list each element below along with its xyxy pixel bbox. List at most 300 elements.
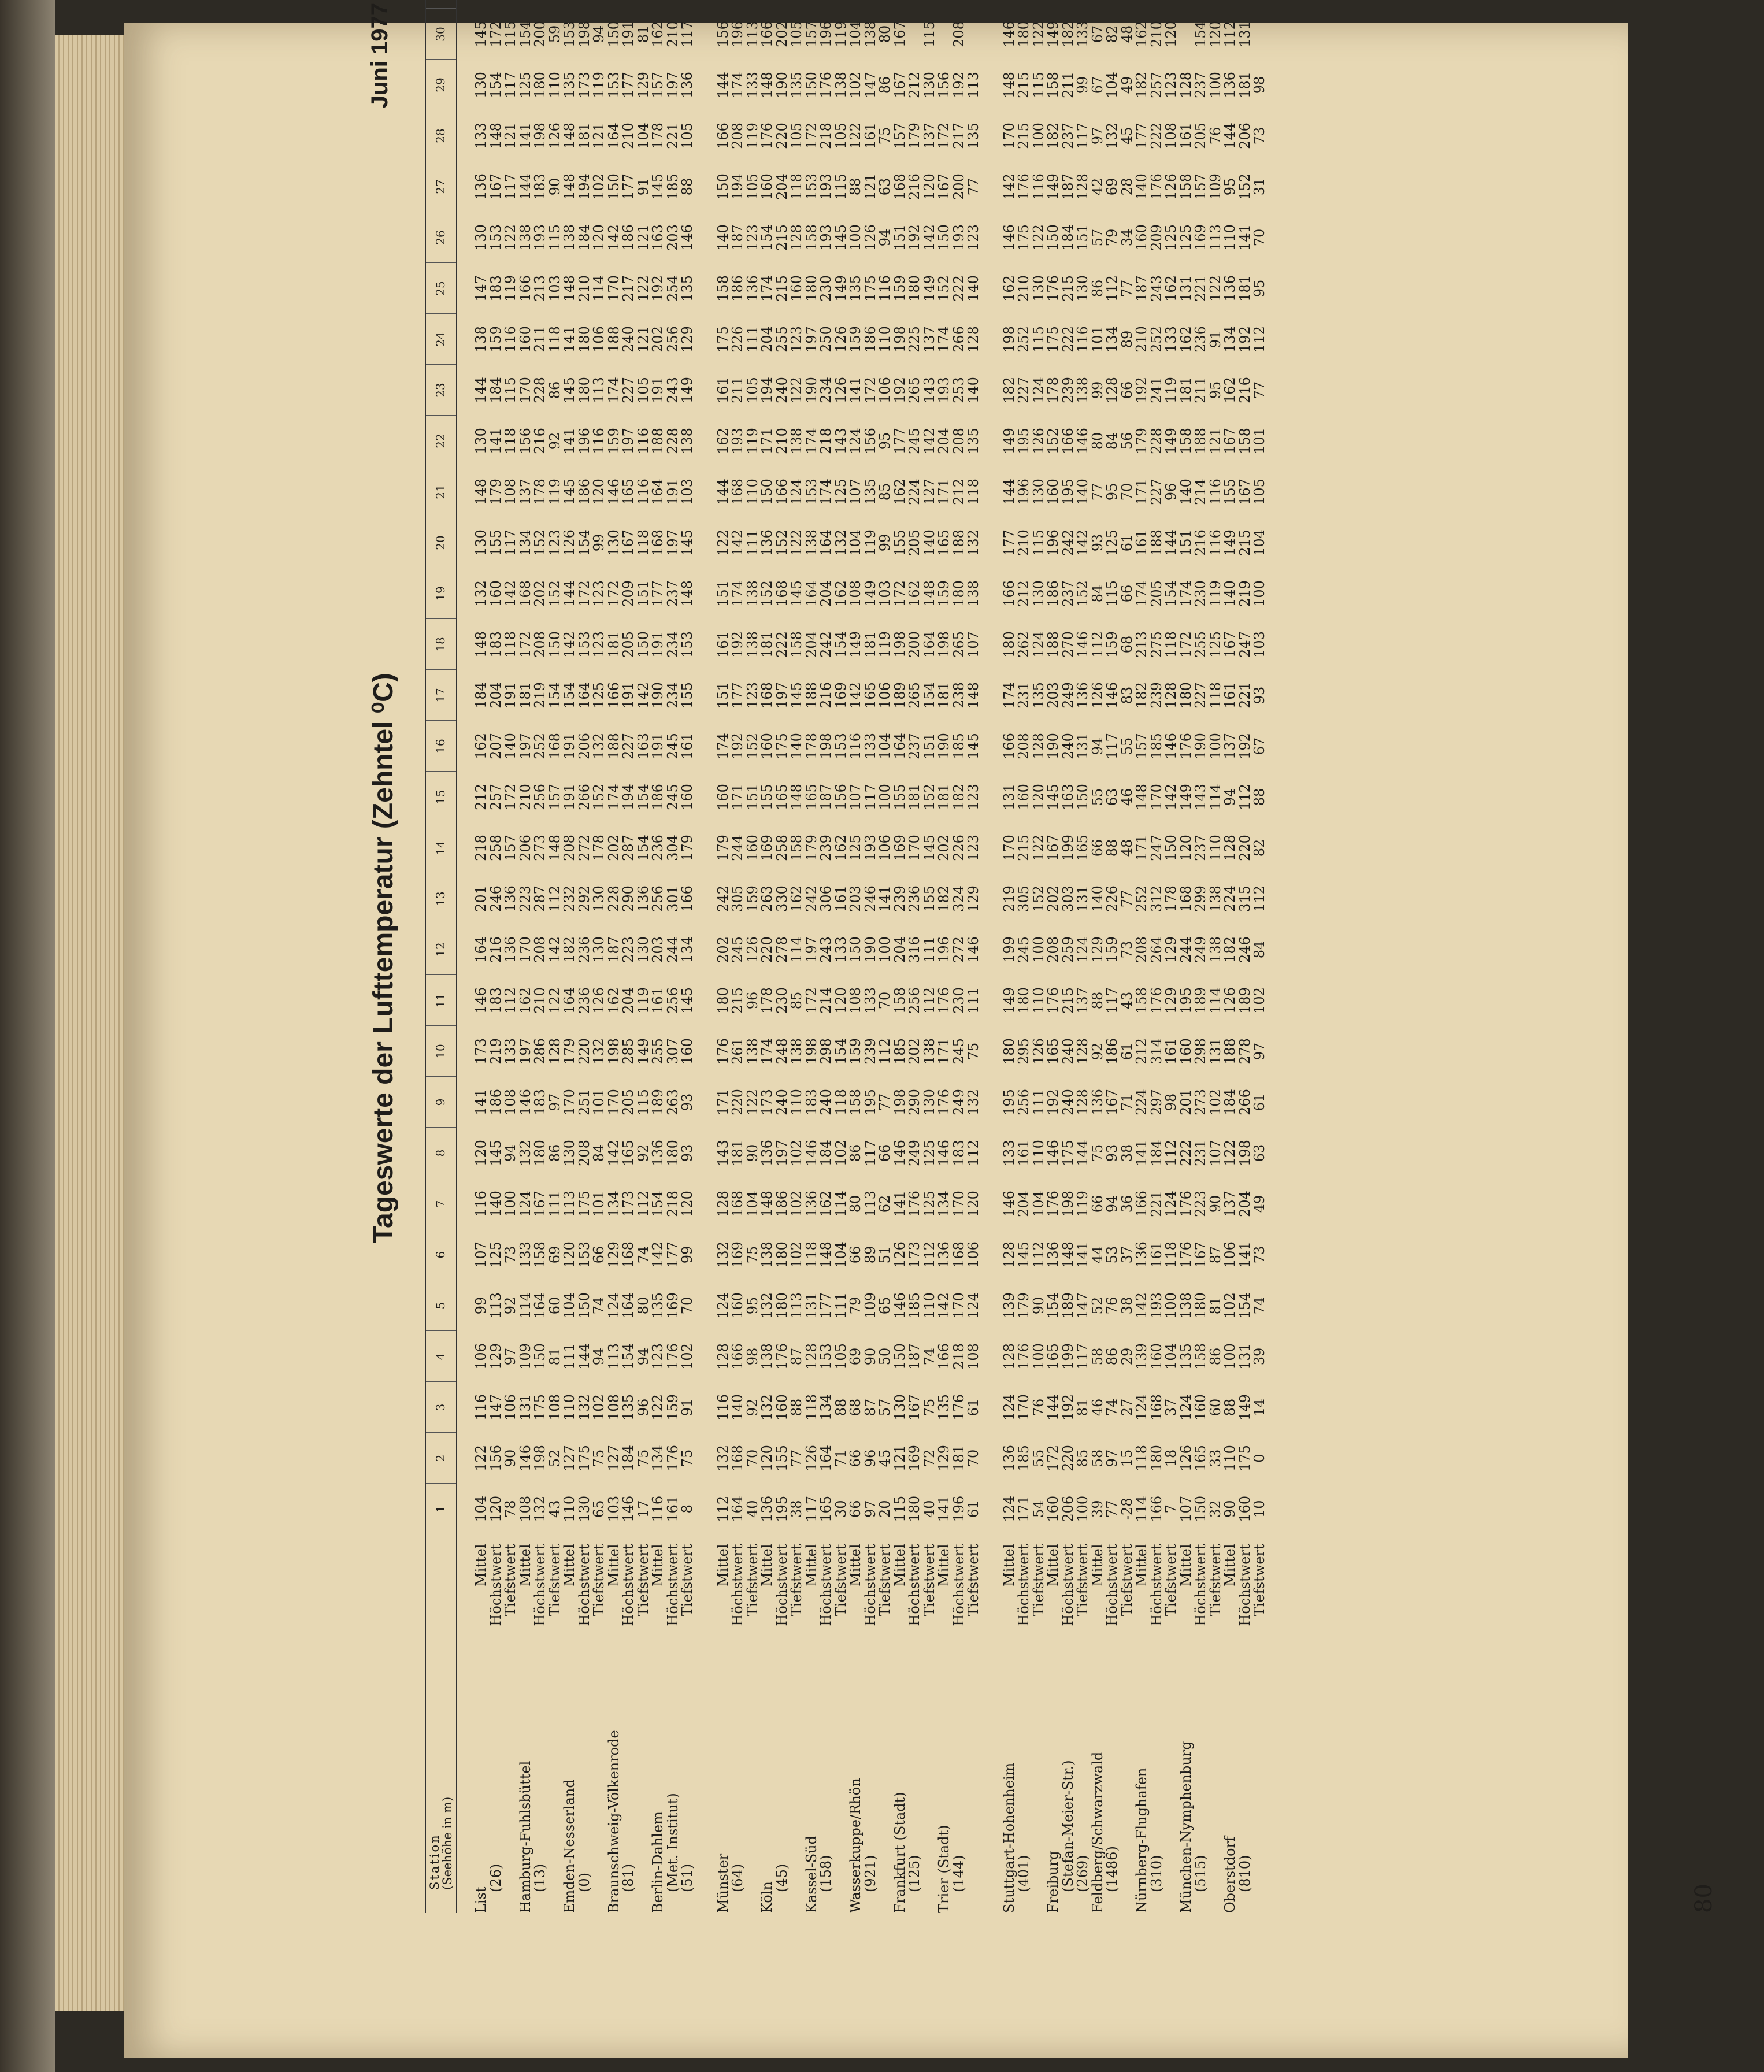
temperature-value: 39 bbox=[1251, 1347, 1268, 1366]
station-elevation: (269) bbox=[1074, 1855, 1091, 1892]
value-type: Mittel bbox=[607, 1534, 622, 1659]
temperature-value: 130 bbox=[921, 72, 937, 98]
temperature-value: 206 bbox=[576, 733, 592, 759]
temperature-value: 117 bbox=[1074, 123, 1091, 149]
temperature-value: 106 bbox=[591, 326, 607, 353]
temperature-value: 166 bbox=[773, 479, 790, 505]
temperature-value: 148 bbox=[921, 580, 937, 607]
temperature-value: 203 bbox=[1045, 682, 1061, 709]
temperature-value: 304 bbox=[664, 835, 681, 861]
temperature-value: 134 bbox=[818, 1394, 834, 1421]
temperature-value: 128 bbox=[714, 1191, 731, 1217]
temperature-value: 205 bbox=[906, 529, 922, 556]
temperature-value: 180 bbox=[773, 1292, 790, 1319]
temperature-value: 103 bbox=[605, 1495, 622, 1522]
temperature-value: 198 bbox=[576, 21, 592, 47]
temperature-value: 158 bbox=[803, 224, 820, 251]
temperature-value: 182 bbox=[950, 784, 967, 810]
temperature-value: 245 bbox=[950, 1038, 967, 1065]
temperature-value: 130 bbox=[473, 529, 489, 556]
temperature-value: 61 bbox=[965, 1500, 981, 1518]
value-type: Höchstwert bbox=[489, 1534, 504, 1659]
temperature-value: 66 bbox=[847, 1246, 864, 1264]
temperature-value: 162 bbox=[1163, 275, 1179, 302]
temperature-value: 240 bbox=[818, 1089, 834, 1115]
temperature-value: 231 bbox=[1192, 1140, 1209, 1166]
temperature-value: 126 bbox=[744, 936, 761, 963]
temperature-value: 298 bbox=[818, 1038, 834, 1065]
temperature-value: 138 bbox=[759, 1241, 775, 1268]
temperature-value: 180 bbox=[664, 1140, 681, 1166]
temperature-value: 137 bbox=[1222, 1191, 1238, 1217]
table-row bbox=[1032, 0, 1047, 1913]
temperature-value: 258 bbox=[773, 835, 790, 861]
temperature-value: 263 bbox=[664, 1089, 681, 1115]
temperature-value: 170 bbox=[950, 1191, 967, 1217]
temperature-value: 105 bbox=[679, 123, 695, 149]
temperature-value: 66 bbox=[1089, 839, 1106, 857]
temperature-value: 79 bbox=[847, 1296, 864, 1315]
station-elevation: (515) bbox=[1192, 1855, 1209, 1892]
temperature-value: 198 bbox=[532, 1445, 548, 1471]
temperature-value: 146 bbox=[1074, 631, 1091, 658]
temperature-value: 155 bbox=[679, 682, 695, 709]
temperature-value: 111 bbox=[832, 1292, 849, 1319]
table-row bbox=[893, 0, 908, 1913]
temperature-value: 145 bbox=[650, 173, 666, 200]
temperature-value: 142 bbox=[635, 682, 651, 709]
temperature-value: 153 bbox=[561, 21, 577, 47]
temperature-value: 168 bbox=[950, 1241, 967, 1268]
temperature-value: 242 bbox=[1059, 529, 1076, 556]
table-row bbox=[1223, 0, 1238, 1913]
elevation-header-label: (Seehöhe in m) bbox=[440, 1796, 454, 1890]
temperature-value: 43 bbox=[546, 1500, 563, 1518]
temperature-value: 149 bbox=[1045, 173, 1061, 200]
temperature-value: 149 bbox=[1163, 428, 1179, 454]
station-cell bbox=[878, 1659, 893, 1913]
temperature-value bbox=[893, 0, 908, 9]
station-cell bbox=[1194, 1659, 1209, 1913]
temperature-value: 152 bbox=[773, 529, 790, 556]
temperature-value: 154 bbox=[487, 72, 504, 98]
temperature-value: 188 bbox=[605, 733, 622, 759]
temperature-value: 129 bbox=[679, 326, 695, 353]
temperature-value: 186 bbox=[487, 1089, 504, 1115]
table-row bbox=[864, 0, 879, 1913]
temperature-value: 245 bbox=[664, 733, 681, 759]
temperature-value: 99 bbox=[877, 533, 893, 552]
temperature-value: 158 bbox=[891, 987, 908, 1014]
temperature-value: 131 bbox=[1236, 21, 1253, 47]
value-type: Tiefstwert bbox=[922, 1534, 937, 1659]
temperature-value: 147 bbox=[1074, 1292, 1091, 1319]
temperature-value: 116 bbox=[502, 326, 518, 353]
temperature-value: 256 bbox=[1016, 1089, 1032, 1115]
temperature-value: 305 bbox=[1016, 885, 1032, 912]
temperature-value: 162 bbox=[714, 428, 731, 454]
temperature-value: 122 bbox=[744, 1089, 761, 1115]
temperature-value: 118 bbox=[832, 1089, 849, 1115]
temperature-value: 180 bbox=[1016, 21, 1032, 47]
temperature-value: 180 bbox=[1148, 1445, 1165, 1471]
temperature-value: 253 bbox=[950, 377, 967, 403]
temperature-value: 115 bbox=[891, 1495, 908, 1522]
temperature-value: 191 bbox=[561, 733, 577, 759]
temperature-value: 164 bbox=[561, 987, 577, 1014]
temperature-value: 122 bbox=[714, 529, 731, 556]
temperature-value: 176 bbox=[664, 1445, 681, 1471]
day-header: 12 bbox=[425, 924, 457, 975]
temperature-value: 174 bbox=[729, 580, 746, 607]
temperature-value: 66 bbox=[1118, 584, 1135, 603]
temperature-value: 198 bbox=[1059, 1191, 1076, 1217]
value-type: Mittel bbox=[893, 1534, 908, 1659]
temperature-value: 138 bbox=[1207, 885, 1224, 912]
temperature-value: 118 bbox=[502, 428, 518, 454]
table-row bbox=[848, 0, 864, 1913]
temperature-value: 197 bbox=[620, 428, 636, 454]
temperature-value: 110 bbox=[561, 1394, 577, 1421]
temperature-value: 93 bbox=[1104, 1144, 1120, 1162]
table-row bbox=[1194, 0, 1209, 1913]
table-body bbox=[457, 0, 1268, 1913]
temperature-value: 126 bbox=[891, 1241, 908, 1268]
temperature-value: 180 bbox=[576, 326, 592, 353]
temperature-value: 112 bbox=[714, 1495, 731, 1522]
temperature-value: 131 bbox=[1000, 784, 1017, 810]
station-cell bbox=[1046, 1659, 1061, 1913]
temperature-value bbox=[1252, 0, 1268, 9]
value-type: Höchstwert bbox=[819, 1534, 834, 1659]
temperature-value: 240 bbox=[773, 377, 790, 403]
temperature-value: 218 bbox=[950, 1343, 967, 1370]
temperature-value: 75 bbox=[591, 1449, 607, 1467]
value-type: Mittel bbox=[848, 1534, 864, 1659]
temperature-value: 132 bbox=[714, 1445, 731, 1471]
temperature-value: 193 bbox=[729, 428, 746, 454]
temperature-value: 241 bbox=[1148, 377, 1165, 403]
temperature-value: 234 bbox=[818, 377, 834, 403]
temperature-value: 104 bbox=[561, 1292, 577, 1319]
temperature-value: 252 bbox=[1148, 326, 1165, 353]
temperature-value: 79 bbox=[1104, 228, 1120, 247]
temperature-value: 148 bbox=[759, 72, 775, 98]
temperature-value: 113 bbox=[862, 1191, 879, 1217]
temperature-value: 125 bbox=[1177, 224, 1194, 251]
temperature-value: 176 bbox=[1177, 1241, 1194, 1268]
station-elevation: (125) bbox=[906, 1855, 922, 1892]
temperature-value: 138 bbox=[803, 529, 820, 556]
temperature-value: 221 bbox=[1148, 1191, 1165, 1217]
temperature-value: 168 bbox=[620, 1241, 636, 1268]
temperature-value: 119 bbox=[546, 479, 563, 505]
temperature-value: 107 bbox=[847, 784, 864, 810]
temperature-value: 112 bbox=[1251, 326, 1268, 353]
temperature-value: 131 bbox=[1074, 885, 1091, 912]
temperature-value: 124 bbox=[714, 1292, 731, 1319]
temperature-value: 95 bbox=[744, 1296, 761, 1315]
temperature-value: 97 bbox=[1251, 1042, 1268, 1061]
temperature-value: 183 bbox=[803, 1089, 820, 1115]
temperature-value: 115 bbox=[1030, 529, 1047, 556]
temperature-value: 146 bbox=[1104, 682, 1120, 709]
temperature-value: 179 bbox=[714, 835, 731, 861]
temperature-value: 227 bbox=[1192, 682, 1209, 709]
temperature-value: 113 bbox=[591, 377, 607, 403]
temperature-value: 112 bbox=[635, 1191, 651, 1217]
temperature-value: 208 bbox=[729, 123, 746, 149]
temperature-value: 100 bbox=[1163, 1292, 1179, 1319]
temperature-value: 216 bbox=[1236, 377, 1253, 403]
temperature-value: 211 bbox=[729, 377, 746, 403]
temperature-value: 181 bbox=[950, 1445, 967, 1471]
temperature-value: 155 bbox=[891, 529, 908, 556]
temperature-value: 130 bbox=[591, 885, 607, 912]
temperature-value: 186 bbox=[729, 275, 746, 302]
temperature-value: 116 bbox=[847, 733, 864, 759]
temperature-value: 74 bbox=[1251, 1296, 1268, 1315]
temperature-value: 136 bbox=[1074, 682, 1091, 709]
temperature-value: 76 bbox=[1030, 1398, 1047, 1417]
temperature-value: 150 bbox=[1192, 1495, 1209, 1522]
temperature-value: 120 bbox=[921, 173, 937, 200]
temperature-value: 190 bbox=[862, 936, 879, 963]
table-row bbox=[716, 0, 731, 1913]
temperature-value: 149 bbox=[635, 1038, 651, 1065]
temperature-value: 147 bbox=[862, 72, 879, 98]
temperature-value: 128 bbox=[1000, 1343, 1017, 1370]
temperature-value: 176 bbox=[936, 1089, 952, 1115]
temperature-value: 96 bbox=[862, 1449, 879, 1467]
temperature-value: 167 bbox=[1192, 1241, 1209, 1268]
temperature-value: 186 bbox=[1104, 1038, 1120, 1065]
temperature-value: 112 bbox=[1030, 1241, 1047, 1268]
temperature-value: 210 bbox=[620, 123, 636, 149]
station-cell bbox=[1017, 1659, 1032, 1913]
temperature-value: 58 bbox=[1089, 1347, 1106, 1366]
temperature-value: 216 bbox=[906, 173, 922, 200]
temperature-value: 168 bbox=[517, 580, 533, 607]
temperature-value: 153 bbox=[818, 1343, 834, 1370]
temperature-value: 70 bbox=[1118, 483, 1135, 501]
temperature-value: 257 bbox=[1148, 72, 1165, 98]
temperature-value: 185 bbox=[664, 173, 681, 200]
temperature-value: 132 bbox=[1104, 123, 1120, 149]
temperature-value: 120 bbox=[487, 1495, 504, 1522]
day-header: 15 bbox=[425, 772, 457, 822]
temperature-value: 208 bbox=[950, 21, 967, 47]
temperature-value: 106 bbox=[965, 1241, 981, 1268]
temperature-value: 146 bbox=[1000, 21, 1017, 47]
table-row bbox=[731, 0, 746, 1913]
temperature-value: 162 bbox=[1133, 21, 1150, 47]
temperature-value: 68 bbox=[847, 1398, 864, 1417]
temperature-value: 133 bbox=[1163, 326, 1179, 353]
temperature-value: 136 bbox=[650, 1140, 666, 1166]
temperature-value: 72 bbox=[921, 1449, 937, 1467]
temperature-value: 148 bbox=[1000, 72, 1017, 98]
temperature-value: 212 bbox=[1016, 580, 1032, 607]
temperature-value: 120 bbox=[1207, 21, 1224, 47]
temperature-value: 104 bbox=[847, 21, 864, 47]
temperature-value: 123 bbox=[744, 224, 761, 251]
temperature-value: 290 bbox=[906, 1089, 922, 1115]
station-name: Hamburg-Fuhlsbüttel bbox=[517, 1760, 533, 1913]
temperature-value: 114 bbox=[1207, 784, 1224, 810]
temperature-value: 220 bbox=[759, 936, 775, 963]
table-row bbox=[907, 0, 922, 1913]
temperature-value: 169 bbox=[832, 682, 849, 709]
value-type: Höchstwert bbox=[533, 1534, 548, 1659]
station-cell bbox=[864, 1659, 879, 1913]
temperature-value: 273 bbox=[1192, 1089, 1209, 1115]
temperature-value: 252 bbox=[532, 733, 548, 759]
table-row bbox=[805, 0, 820, 1913]
temperature-value: 130 bbox=[921, 1089, 937, 1115]
station-cell bbox=[1223, 1659, 1238, 1913]
station-cell bbox=[760, 1659, 775, 1913]
temperature-value: 167 bbox=[1045, 835, 1061, 861]
day-header: 21 bbox=[425, 466, 457, 517]
temperature-value: 236 bbox=[1192, 326, 1209, 353]
temperature-value: 138 bbox=[832, 72, 849, 98]
temperature-value: 110 bbox=[877, 326, 893, 353]
temperature-value: 148 bbox=[561, 123, 577, 149]
temperature-value: 211 bbox=[532, 326, 548, 353]
temperature-value: 160 bbox=[1016, 784, 1032, 810]
temperature-value: 118 bbox=[788, 173, 805, 200]
station-name: Emden-Nesserland bbox=[561, 1779, 577, 1913]
temperature-value: 200 bbox=[906, 631, 922, 658]
station-cell bbox=[533, 1659, 548, 1913]
temperature-value: 99 bbox=[591, 533, 607, 552]
temperature-value: 100 bbox=[1074, 1495, 1091, 1522]
temperature-value: 160 bbox=[1236, 1495, 1253, 1522]
temperature-value: 191 bbox=[561, 784, 577, 810]
temperature-value: 63 bbox=[1104, 788, 1120, 806]
temperature-value: 117 bbox=[1104, 987, 1120, 1014]
temperature-value: 127 bbox=[921, 479, 937, 505]
temperature-value: 140 bbox=[788, 733, 805, 759]
station-cell bbox=[1164, 1659, 1179, 1913]
station-cell bbox=[775, 1659, 790, 1913]
temperature-value: 122 bbox=[635, 275, 651, 302]
temperature-value: 62 bbox=[877, 1195, 893, 1213]
temperature-value: 112 bbox=[1222, 21, 1238, 47]
temperature-value: 212 bbox=[906, 72, 922, 98]
temperature-value: 170 bbox=[561, 1089, 577, 1115]
temperature-value: 185 bbox=[891, 1038, 908, 1065]
temperature-value: 238 bbox=[950, 682, 967, 709]
value-type: Tiefstwert bbox=[966, 1534, 981, 1659]
station-elevation: (1486) bbox=[1104, 1846, 1120, 1892]
temperature-value: 265 bbox=[906, 682, 922, 709]
temperature-value: 111 bbox=[1030, 1089, 1047, 1115]
temperature-value: 126 bbox=[1177, 1445, 1194, 1471]
temperature-value: 162 bbox=[788, 885, 805, 912]
temperature-value: 145 bbox=[561, 377, 577, 403]
temperature-value: 181 bbox=[906, 784, 922, 810]
temperature-value: 55 bbox=[1030, 1449, 1047, 1467]
station-cell bbox=[562, 1659, 577, 1913]
temperature-value: 131 bbox=[1236, 1343, 1253, 1370]
temperature-value: 163 bbox=[635, 733, 651, 759]
temperature-value: 140 bbox=[1222, 580, 1238, 607]
temperature-value: 165 bbox=[620, 479, 636, 505]
temperature-value: 261 bbox=[729, 1038, 746, 1065]
temperature-value: 50 bbox=[877, 1347, 893, 1366]
temperature-value: 194 bbox=[576, 173, 592, 200]
temperature-value: 236 bbox=[650, 835, 666, 861]
temperature-value: 179 bbox=[803, 835, 820, 861]
temperature-value: 148 bbox=[487, 123, 504, 149]
temperature-value: 133 bbox=[1000, 1140, 1017, 1166]
temperature-value: 170 bbox=[950, 1292, 967, 1319]
temperature-value: 169 bbox=[891, 835, 908, 861]
temperature-value: 198 bbox=[1236, 1140, 1253, 1166]
temperature-value: 158 bbox=[847, 1089, 864, 1115]
value-type: Mittel bbox=[1223, 1534, 1238, 1659]
temperature-value: 146 bbox=[965, 936, 981, 963]
temperature-value: 10 bbox=[1251, 1500, 1268, 1518]
temperature-value: 285 bbox=[620, 1038, 636, 1065]
temperature-value: 176 bbox=[1177, 733, 1194, 759]
temperature-value: 146 bbox=[803, 1140, 820, 1166]
temperature-value: 65 bbox=[591, 1500, 607, 1518]
temperature-value: 156 bbox=[862, 428, 879, 454]
temperature-value: 88 bbox=[1089, 991, 1106, 1010]
temperature-value: 112 bbox=[546, 885, 563, 912]
temperature-value: 226 bbox=[950, 835, 967, 861]
temperature-value: 120 bbox=[679, 1191, 695, 1217]
temperature-value: 135 bbox=[965, 428, 981, 454]
temperature-value: 237 bbox=[906, 733, 922, 759]
temperature-value: 180 bbox=[1016, 987, 1032, 1014]
temperature-value: 169 bbox=[1192, 224, 1209, 251]
temperature-value bbox=[1135, 0, 1150, 9]
station-cell bbox=[1120, 1659, 1135, 1913]
temperature-value: 86 bbox=[1089, 279, 1106, 298]
temperature-value: 161 bbox=[1016, 1140, 1032, 1166]
temperature-value: 130 bbox=[576, 1495, 592, 1522]
temperature-value: 132 bbox=[832, 529, 849, 556]
temperature-value: 104 bbox=[877, 733, 893, 759]
temperature-value: 160 bbox=[744, 835, 761, 861]
value-type: Tiefstwert bbox=[834, 1534, 849, 1659]
temperature-value: 55 bbox=[1089, 788, 1106, 806]
temperature-value: 142 bbox=[936, 1292, 952, 1319]
temperature-value: 174 bbox=[1177, 580, 1194, 607]
temperature-value: 37 bbox=[1118, 1246, 1135, 1264]
temperature-value: 156 bbox=[714, 21, 731, 47]
temperature-value: 203 bbox=[847, 885, 864, 912]
temperature-value: 137 bbox=[517, 479, 533, 505]
temperature-value: 192 bbox=[1133, 377, 1150, 403]
temperature-value: 148 bbox=[473, 479, 489, 505]
temperature-value: 180 bbox=[803, 275, 820, 302]
temperature-value: 193 bbox=[1148, 1292, 1165, 1319]
temperature-value: 301 bbox=[664, 885, 681, 912]
temperature-value: 175 bbox=[1016, 224, 1032, 251]
value-type: Höchstwert bbox=[666, 1534, 681, 1659]
temperature-value bbox=[907, 0, 922, 9]
temperature-value: 124 bbox=[1163, 1191, 1179, 1217]
temperature-value: 105 bbox=[788, 123, 805, 149]
temperature-value: 57 bbox=[1089, 228, 1106, 247]
temperature-value: 182 bbox=[1222, 936, 1238, 963]
temperature-value: 162 bbox=[1222, 377, 1238, 403]
